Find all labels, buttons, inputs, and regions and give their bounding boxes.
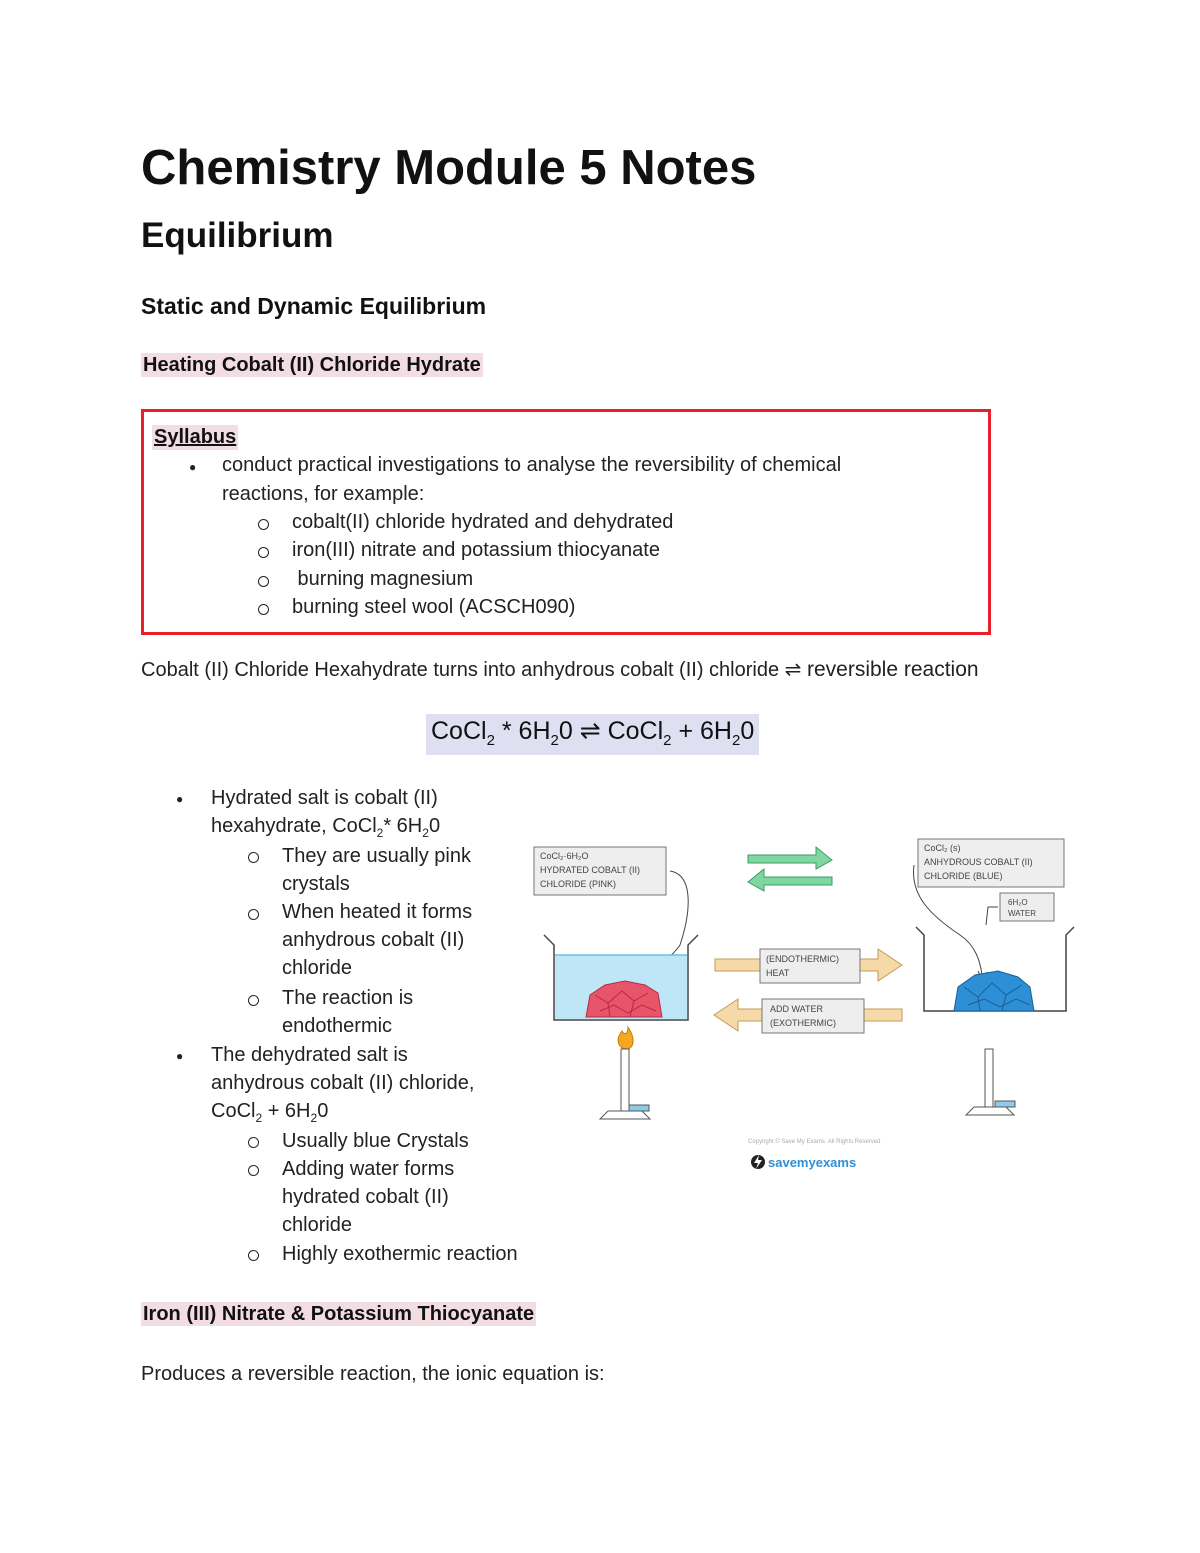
list-text xyxy=(211,815,440,840)
list-text: Adding water forms xyxy=(282,1158,455,1180)
syllabus-box xyxy=(141,409,991,635)
syllabus-item: cobalt(II) chloride hydrated and dehydrated xyxy=(292,511,674,533)
list-text: chloride xyxy=(282,1214,353,1236)
eq-sub: 2 xyxy=(731,732,741,749)
intro-suffix: reversible reaction xyxy=(806,658,979,681)
list-text: hydrated cobalt (II) xyxy=(282,1186,449,1208)
text-part: * 6H xyxy=(383,815,423,837)
copyright-text: Copyright © Save My Exams. All Rights Reserved xyxy=(748,1139,881,1145)
flame-icon xyxy=(618,1027,633,1049)
subsection-heading-iron xyxy=(141,1303,536,1326)
circle-bullet-icon xyxy=(248,909,259,920)
savemyexams-logo xyxy=(751,1155,856,1170)
water-label-line: WATER xyxy=(1008,909,1036,918)
closing-sentence: Produces a reversible reaction, the ionic equation is: xyxy=(141,1363,605,1385)
syllabus-item: iron(III) nitrate and potassium thiocyanate xyxy=(292,539,660,561)
water-label-line: 6H₂O xyxy=(1008,898,1028,907)
text-part: 0 xyxy=(317,1100,329,1122)
circle-bullet-icon xyxy=(258,576,269,587)
intro-text: Cobalt (II) Chloride Hexahydrate turns into anhydrous cobalt (II) chloride xyxy=(141,659,780,681)
list-text: anhydrous cobalt (II) chloride, xyxy=(211,1072,475,1094)
list-text: endothermic xyxy=(282,1015,393,1037)
text-part: hexahydrate, CoCl xyxy=(211,815,377,837)
eq-part: 0 xyxy=(740,717,755,745)
bunsen-burner-right xyxy=(966,1049,1015,1115)
syllabus-heading: Syllabus xyxy=(154,426,237,448)
right-beaker xyxy=(916,927,1074,1011)
section-heading: Static and Dynamic Equilibrium xyxy=(141,293,487,319)
text-sub: 2 xyxy=(376,826,384,840)
anhydrous-label-line: CoCl₂ (s) xyxy=(924,843,961,853)
syllabus-line-2: reactions, for example: xyxy=(222,483,425,505)
list-text: Highly exothermic reaction xyxy=(282,1243,518,1265)
water-add-label-line: ADD WATER xyxy=(770,1004,823,1014)
left-beaker xyxy=(544,935,698,1020)
subtitle: Equilibrium xyxy=(141,216,334,255)
text-sub: 2 xyxy=(422,826,429,840)
hydrated-label-line: CHLORIDE (PINK) xyxy=(540,879,617,889)
reversible-arrows-icon xyxy=(748,847,832,891)
text-sub: 2 xyxy=(255,1111,263,1125)
eq-part: 0 ⇌ CoCl xyxy=(558,717,664,745)
circle-bullet-icon xyxy=(248,995,259,1006)
brand-name: savemyexams xyxy=(768,1155,857,1170)
subsection-heading-iron-text: Iron (III) Nitrate & Potassium Thiocyanate xyxy=(143,1303,535,1325)
bullet-icon: ● xyxy=(176,1049,184,1063)
subsection-heading-cobalt-text: Heating Cobalt (II) Chloride Hydrate xyxy=(143,354,481,376)
circle-bullet-icon xyxy=(248,1165,259,1176)
eq-sub: 2 xyxy=(486,732,495,749)
eq-part: * 6H xyxy=(494,717,551,745)
water-add-label-line: (EXOTHERMIC) xyxy=(770,1018,836,1028)
list-text: They are usually pink xyxy=(282,845,471,867)
water-label-box xyxy=(1000,893,1054,921)
syllabus-line-1: conduct practical investigations to analyse the reversibility of chemical xyxy=(222,454,842,476)
equilibrium-arrow-icon: ⇌ xyxy=(784,659,802,681)
hydrated-label-box xyxy=(534,847,666,895)
list-text: chloride xyxy=(282,957,353,979)
cobalt-chloride-diagram xyxy=(530,835,1075,1180)
exothermic-water-arrow xyxy=(714,999,902,1033)
heat-label-line: HEAT xyxy=(766,968,790,978)
intro-sentence xyxy=(141,657,979,682)
page-title: Chemistry Module 5 Notes xyxy=(141,141,757,195)
subsection-heading-cobalt xyxy=(141,354,483,377)
circle-bullet-icon xyxy=(248,1137,259,1148)
pointer-line xyxy=(986,907,998,925)
bullet-icon: ● xyxy=(189,460,197,474)
syllabus-item: burning magnesium xyxy=(292,568,474,590)
list-text: The dehydrated salt is xyxy=(211,1044,408,1066)
bullet-icon: ● xyxy=(176,792,184,806)
blue-crystals-icon xyxy=(954,971,1034,1011)
eq-part: + 6H xyxy=(671,717,732,745)
text-part: + 6H xyxy=(262,1100,311,1122)
anhydrous-label-line: CHLORIDE (BLUE) xyxy=(924,871,1003,881)
list-text: crystals xyxy=(282,873,350,895)
list-text: The reaction is xyxy=(282,987,414,1009)
list-text: Usually blue Crystals xyxy=(282,1130,469,1152)
list-text: Hydrated salt is cobalt (II) xyxy=(211,787,438,809)
endothermic-heat-arrow xyxy=(715,949,902,983)
anhydrous-label-box xyxy=(918,839,1064,887)
text-part: CoCl xyxy=(211,1100,256,1122)
circle-bullet-icon xyxy=(248,1250,259,1261)
heat-label-line: (ENDOTHERMIC) xyxy=(766,954,839,964)
circle-bullet-icon xyxy=(258,604,269,615)
text-sub: 2 xyxy=(310,1111,318,1125)
list-text: anhydrous cobalt (II) xyxy=(282,929,465,951)
text-part: 0 xyxy=(428,815,441,837)
eq-sub: 2 xyxy=(663,732,672,749)
circle-bullet-icon xyxy=(258,519,269,530)
bunsen-burner-left xyxy=(600,1027,650,1119)
hydrated-label-line: CoCl₂·6H₂O xyxy=(540,851,589,861)
eq-part: CoCl xyxy=(431,717,487,745)
list-text xyxy=(211,1100,328,1125)
anhydrous-label-line: ANHYDROUS COBALT (II) xyxy=(924,857,1033,867)
cobalt-equation xyxy=(426,714,759,755)
syllabus-item: burning steel wool (ACSCH090) xyxy=(292,596,576,618)
list-text: When heated it forms xyxy=(282,901,473,923)
eq-sub: 2 xyxy=(550,732,559,749)
hydrated-label-line: HYDRATED COBALT (II) xyxy=(540,865,641,875)
circle-bullet-icon xyxy=(258,547,269,558)
circle-bullet-icon xyxy=(248,852,259,863)
